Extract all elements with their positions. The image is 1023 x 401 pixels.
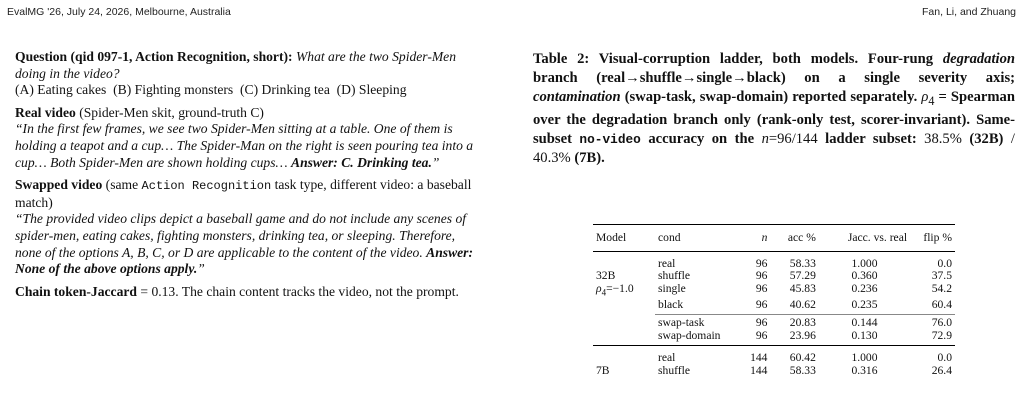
real-video-quote xyxy=(15,121,480,171)
cell-model: 32B xyxy=(596,269,616,283)
cell-acc: 57.29 xyxy=(789,269,816,283)
cell-acc: 60.42 xyxy=(770,346,818,365)
caption-part: accuracy on the xyxy=(648,130,755,147)
cell-n: 144 xyxy=(750,364,768,378)
caption-label-7b: (7B). xyxy=(574,149,605,166)
swapped-video-quote xyxy=(15,211,480,277)
caption-part: branch (real→shuffle→single→black) on a single severity axis; xyxy=(533,70,1015,86)
real-answer: Answer: C. Drinking tea. xyxy=(291,154,432,170)
caption-rho: ρ xyxy=(921,89,929,105)
caption-contamination: contamination xyxy=(533,89,621,105)
cell-flip: 54.2 xyxy=(931,281,952,295)
col-n: n xyxy=(743,225,771,252)
cell-n: 96 xyxy=(755,328,768,342)
caption-n: n xyxy=(761,130,769,147)
cell-acc: 45.83 xyxy=(789,281,816,295)
chain-jaccard-value: = 0.13. xyxy=(140,283,179,299)
swapped-quote-end: ” xyxy=(197,261,205,277)
swapped-task-type: Action Recognition xyxy=(141,179,272,194)
cell-flip: 0.0 xyxy=(910,346,955,365)
table-row xyxy=(593,283,955,299)
table-row xyxy=(593,330,955,346)
col-jacc: Jacc. vs. real xyxy=(819,225,910,252)
real-video-heading xyxy=(15,105,480,122)
cell-cond: black xyxy=(658,297,684,311)
col-cond: cond xyxy=(655,225,743,252)
col-flip: flip % xyxy=(910,225,955,252)
table-row xyxy=(593,251,955,270)
cell-acc: 23.96 xyxy=(789,328,816,342)
cell-acc: 40.62 xyxy=(789,297,816,311)
caption-degradation: degradation xyxy=(942,51,1015,67)
caption-n-value: =96/144 xyxy=(768,130,818,147)
caption-acc-32b: 38.5% xyxy=(924,130,962,147)
swapped-note-pre: (same xyxy=(105,177,139,193)
running-header-venue: EvalMG '26, July 24, 2026, Melbourne, Australia xyxy=(7,6,231,18)
example-panel xyxy=(15,49,480,300)
cell-jacc: 0.144 xyxy=(819,315,910,330)
cell-jacc: 0.316 xyxy=(851,364,878,378)
table-row xyxy=(593,270,955,283)
caption-part: Table 2: Visual-corruption ladder, both models. Four-rung xyxy=(533,51,934,67)
rho-value: =−1.0 xyxy=(606,281,634,295)
cell-jacc: 1.000 xyxy=(819,346,910,365)
table-row xyxy=(593,346,955,365)
chain-jaccard-text: The chain content tracks the video, not the prompt. xyxy=(181,283,459,299)
cell-cond: single xyxy=(658,281,686,295)
real-video-note: (Spider-Men skit, ground-truth C) xyxy=(79,104,264,120)
cell-cond: shuffle xyxy=(658,269,691,283)
swapped-video-label: Swapped video xyxy=(15,177,103,193)
table-row xyxy=(593,299,955,315)
table-row xyxy=(593,315,955,330)
cell-n: 96 xyxy=(743,315,771,330)
real-quote-text: “In the first few frames, we see two Spider-Men sitting at a table. One of them is holding a teapot and a cup… The Spider-Man on the right is seen pouring tea into a cup… Both Spider-Men are shown holding cups… xyxy=(15,121,474,170)
swapped-answer: Answer: None of the above options apply. xyxy=(15,244,473,277)
col-model: Model xyxy=(593,225,655,252)
caption-slash: / xyxy=(1010,130,1015,147)
caption-rho-sub: 4 xyxy=(928,93,935,108)
cell-n: 96 xyxy=(755,297,768,311)
table-caption xyxy=(533,50,1015,168)
ladder-table xyxy=(593,224,955,378)
cell-flip: 37.5 xyxy=(931,269,952,283)
cell-jacc: 0.130 xyxy=(851,328,878,342)
caption-part: ladder subset: xyxy=(825,130,917,147)
rho-sub: 4 xyxy=(601,287,607,298)
cell-flip: 0.0 xyxy=(937,256,952,270)
cell-cond: real xyxy=(658,256,676,270)
swapped-note-post: task type, different video: a baseball match) xyxy=(15,177,472,210)
caption-acc-7b: 40.3% xyxy=(533,149,571,166)
cell-n: 96 xyxy=(755,256,768,270)
cell-acc: 20.83 xyxy=(770,315,818,330)
running-header-authors: Fan, Li, and Zhuang xyxy=(922,6,1016,18)
caption-part: (swap-task, swap-domain) reported separately. xyxy=(624,89,918,105)
question-text: What are the two Spider-Men doing in the video? xyxy=(15,49,457,81)
caption-no-video: no-video xyxy=(579,131,641,147)
rho-symbol: ρ xyxy=(596,281,602,295)
cell-rho xyxy=(593,283,655,299)
swapped-video-heading xyxy=(15,177,480,211)
cell-flip: 76.0 xyxy=(910,315,955,330)
real-video-label: Real video xyxy=(15,104,76,120)
cell-cond: swap-domain xyxy=(658,328,721,342)
answer-options: (A) Eating cakes (B) Fighting monsters (C) Drinking tea (D) Sleeping xyxy=(15,82,407,98)
cell-acc: 58.33 xyxy=(789,256,816,270)
col-acc: acc % xyxy=(770,225,818,252)
cell-flip: 72.9 xyxy=(931,328,952,342)
cell-jacc: 0.236 xyxy=(851,281,878,295)
table-row xyxy=(593,365,955,378)
cell-model: 7B xyxy=(596,364,610,378)
chain-jaccard-label: Chain token-Jaccard xyxy=(15,283,137,299)
caption-part: = Spearman over the degradation branch only (rank-only test, scorer-invariant). Same-subset xyxy=(533,89,1015,147)
question-label: Question (qid 097-1, Action Recognition, short): xyxy=(15,49,293,64)
real-quote-end: ” xyxy=(431,154,440,170)
chain-jaccard-block xyxy=(15,284,480,301)
cell-flip: 26.4 xyxy=(931,364,952,378)
caption-label-32b: (32B) xyxy=(969,130,1004,147)
cell-jacc: 1.000 xyxy=(851,256,878,270)
cell-n: 96 xyxy=(755,281,768,295)
swapped-quote-text: “The provided video clips depict a baseball game and do not include any scenes of spider-men, eating cakes, fighting monsters, drinking tea, or sleeping. Therefore, none of the options A, B, C, or D are applicable to the content of the video. xyxy=(15,211,467,260)
cell-jacc: 0.360 xyxy=(851,269,878,283)
cell-cond: shuffle xyxy=(658,364,691,378)
table-header-row xyxy=(593,225,955,252)
cell-flip: 60.4 xyxy=(931,297,952,311)
cell-n: 144 xyxy=(743,346,771,365)
cell-cond: real xyxy=(655,346,743,365)
cell-jacc: 0.235 xyxy=(851,297,878,311)
cell-n: 96 xyxy=(755,269,768,283)
cell-acc: 58.33 xyxy=(789,364,816,378)
cell-cond: swap-task xyxy=(655,315,743,330)
question-block xyxy=(15,49,480,82)
